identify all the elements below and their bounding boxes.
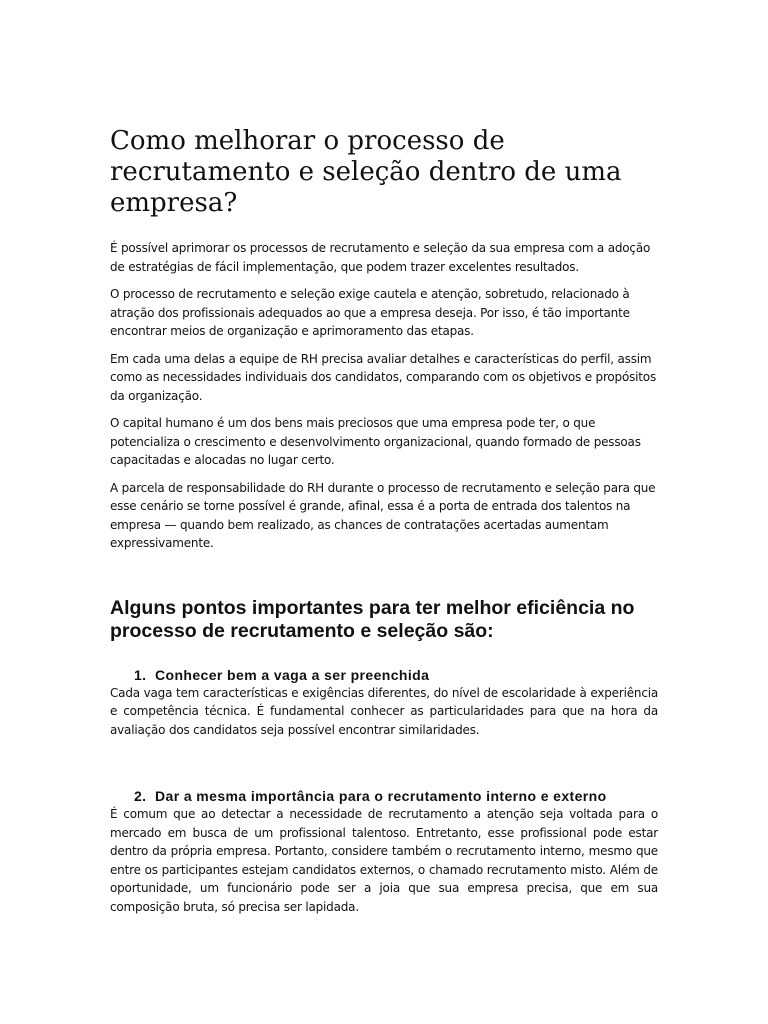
paragraph-4: O capital humano é um dos bens mais preciosos que uma empresa pode ter, o que potencializa o crescimento e desenvolvimento organizacional, quando formado de pessoas capacitadas e alocadas no lugar certo. xyxy=(110,416,641,467)
list-item-text: É comum que ao detectar a necessidade de recrutamento a atenção seja voltada para o mercado em busca de um profissional talentoso. Entretanto, esse profissional pode estar dentro da própria empresa. Portanto, considere também o recrutamento interno, mesmo que entre os participantes estejam candidatos externos, o chamado recrutamento misto. Além de oportunidade, um funcionário pode ser a joia que sua empresa precisa, que em sua composição bruta, só precisa ser lapidada. xyxy=(110,807,658,914)
section-heading: Alguns pontos importantes para ter melhor eficiência no processo de recrutamento e seleção são: xyxy=(110,596,635,642)
list-item-1 xyxy=(110,666,658,740)
list-item-2 xyxy=(110,787,658,916)
document-title: Como melhorar o processo de recrutamento e seleção dentro de uma empresa? xyxy=(110,126,622,218)
list-item-heading xyxy=(110,787,658,805)
paragraph-5: A parcela de responsabilidade do RH durante o processo de recrutamento e seleção para que esse cenário se torne possível é grande, afinal, essa é a porta de entrada dos talentos na empresa — quando bem realizado, as chances de contratações acertadas aumentam expressivamente. xyxy=(110,480,656,550)
list-item-number: 1. xyxy=(134,666,147,683)
list-item-heading xyxy=(110,666,658,684)
paragraph-1: É possível aprimorar os processos de recrutamento e seleção da sua empresa com a adoção de estratégias de fácil implementação, que podem trazer excelentes resultados. xyxy=(110,241,651,274)
list-item-title: Dar a mesma importância para o recrutamento interno e externo xyxy=(155,788,607,804)
list-item-text: Cada vaga tem características e exigências diferentes, do nível de escolaridade à experiência e competência técnica. É fundamental conhecer as particularidades para que na hora da avaliação dos candidatos seja possível encontrar similaridades. xyxy=(110,685,658,737)
list-item-title: Conhecer bem a vaga a ser preenchida xyxy=(155,666,430,683)
list-item-number: 2. xyxy=(134,788,147,804)
paragraph-3: Em cada uma delas a equipe de RH precisa avaliar detalhes e características do perfil, assim como as necessidades individuais dos candidatos, comparando com os objetivos e propósitos da organização. xyxy=(110,351,656,403)
document-page xyxy=(110,126,658,916)
paragraph-2: O processo de recrutamento e seleção exige cautela e atenção, sobretudo, relacionado à atração dos profissionais adequados ao que a empresa deseja. Por isso, é tão importante encontrar meios de organização e aprimoramento das etapas. xyxy=(110,287,630,338)
